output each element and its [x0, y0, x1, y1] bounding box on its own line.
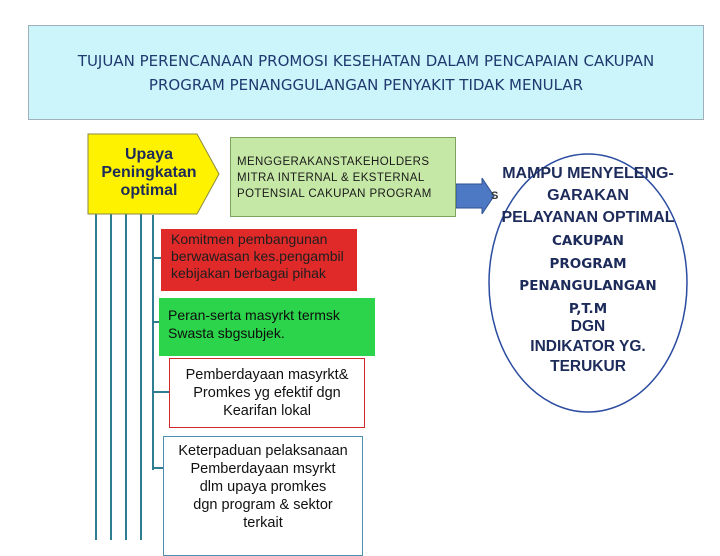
goal-mampu-line-1: MAMPU MENYELENG- — [502, 165, 674, 182]
keterpaduan-line-4: dgn program & sektor — [193, 497, 333, 513]
peran-line-1: Peran-serta masyrkt termsk — [168, 307, 340, 323]
komitmen-line-3: kebijakan berbagai pihak — [171, 265, 326, 281]
pemberdayaan-line-3: Kearifan lokal — [223, 403, 311, 419]
goal-mampu-line-2: GARAKAN — [547, 187, 629, 204]
peran-serta-box — [159, 298, 375, 356]
komitmen-box — [161, 229, 357, 291]
goal-cakupan-line-4: P,T.M — [568, 300, 608, 317]
goal-mampu-text — [489, 163, 687, 229]
goal-cakupan-line-1: CAKUPAN — [552, 233, 624, 249]
pemberdayaan-line-2: Promkes yg efektif dgn — [193, 385, 341, 401]
goal-dgn-line-3: TERUKUR — [550, 358, 626, 375]
keterpaduan-line-5: terkait — [243, 515, 283, 531]
title-line-1: TUJUAN PERENCANAAN PROMOSI KESEHATAN DALAM PENCAPAIAN CAKUPAN — [77, 51, 655, 70]
goal-dgn-text — [489, 317, 687, 377]
stakeholders-box — [230, 137, 456, 217]
stakeholders-line-1: MENGGERAKANSTAKEHOLDERS — [237, 156, 430, 168]
upaya-line-3: optimal — [120, 182, 178, 199]
goal-cakupan-line-3: PENANGULANGAN — [519, 278, 657, 294]
pemberdayaan-line-1: Pemberdayaan masyrkt& — [185, 367, 349, 383]
stakeholders-line-2: MITRA INTERNAL & EKSTERNAL — [237, 172, 425, 184]
title-banner — [28, 25, 704, 120]
komitmen-line-2: berwawasan kes.pengambil — [171, 248, 344, 264]
goal-cakupan-text — [489, 230, 687, 320]
goal-mampu-line-3: PELAYANAN OPTIMAL — [501, 209, 675, 226]
goal-stray-char: S — [491, 190, 499, 202]
stakeholders-line-3: POTENSIAL CAKUPAN PROGRAM — [237, 188, 432, 200]
upaya-line-1: Upaya — [124, 146, 174, 163]
pemberdayaan-box — [169, 358, 365, 428]
goal-cakupan-line-2: PROGRAM — [549, 255, 627, 272]
keterpaduan-line-2: Pemberdayaan msyrkt — [190, 461, 336, 477]
goal-dgn-line-1: DGN — [570, 318, 606, 335]
title-line-2: PROGRAM PENANGGULANGAN PENYAKIT TIDAK MENULAR — [148, 75, 584, 94]
komitmen-line-1: Komitmen pembangunan — [171, 231, 328, 247]
goal-dgn-line-2: INDIKATOR YG. — [530, 338, 646, 355]
keterpaduan-line-3: dlm upaya promkes — [199, 479, 327, 495]
upaya-line-2: Peningkatan — [101, 164, 197, 181]
keterpaduan-box — [163, 436, 363, 556]
keterpaduan-line-1: Keterpaduan pelaksanaan — [178, 443, 348, 459]
peran-line-2: Swasta sbgsubjek. — [168, 325, 285, 341]
upaya-label — [90, 146, 208, 200]
